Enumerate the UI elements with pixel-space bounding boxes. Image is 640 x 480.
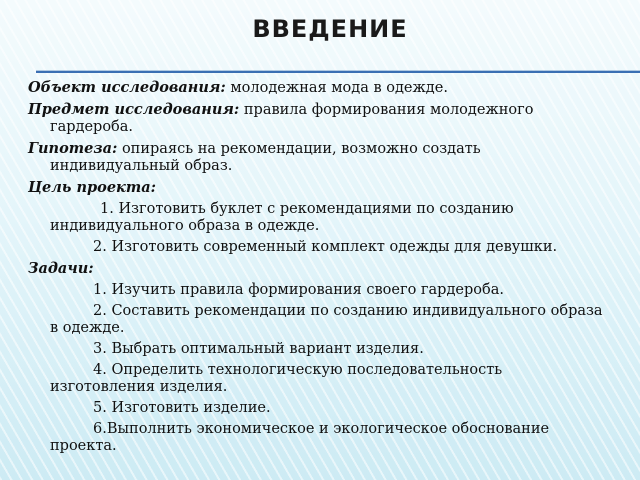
slide-title: ВВЕДЕНИЕ — [252, 15, 408, 43]
task-item: 6.Выполнить экономическое и экологическое обоснование проекта. — [50, 421, 550, 454]
subject-text: правила формирования молодежного гардероба. — [50, 102, 534, 135]
task-item: 1. Изучить правила формирования своего гардероба. — [93, 282, 504, 298]
subject-paragraph — [28, 101, 608, 136]
object-text: молодежная мода в одежде. — [225, 80, 448, 96]
object-paragraph — [28, 79, 608, 97]
hypothesis-text: опираясь на рекомендации, возможно создать индивидуальный образ. — [50, 141, 481, 174]
goal-heading — [28, 179, 608, 197]
hypothesis-paragraph — [28, 140, 608, 175]
tasks-heading — [28, 260, 608, 278]
task-item: 5. Изготовить изделие. — [93, 400, 271, 416]
goal-item: 1. Изготовить буклет с рекомендациями по созданию индивидуального образа в одежде. — [50, 201, 514, 234]
task-item: 3. Выбрать оптимальный вариант изделия. — [93, 341, 424, 357]
goal-label: Цель проекта: — [28, 179, 156, 196]
task-item: 4. Определить технологическую последовательность изготовления изделия. — [50, 362, 503, 395]
hypothesis-label: Гипотеза: — [28, 140, 118, 157]
slide-content — [28, 79, 608, 459]
task-item: 2. Составить рекомендации по созданию индивидуального образа в одежде. — [50, 303, 603, 336]
object-label: Объект исследования: — [28, 79, 226, 96]
subject-label: Предмет исследования: — [28, 101, 240, 118]
tasks-label: Задачи: — [28, 260, 94, 277]
title-divider — [36, 71, 640, 73]
goal-item: 2. Изготовить современный комплект одежды для девушки. — [93, 239, 558, 255]
